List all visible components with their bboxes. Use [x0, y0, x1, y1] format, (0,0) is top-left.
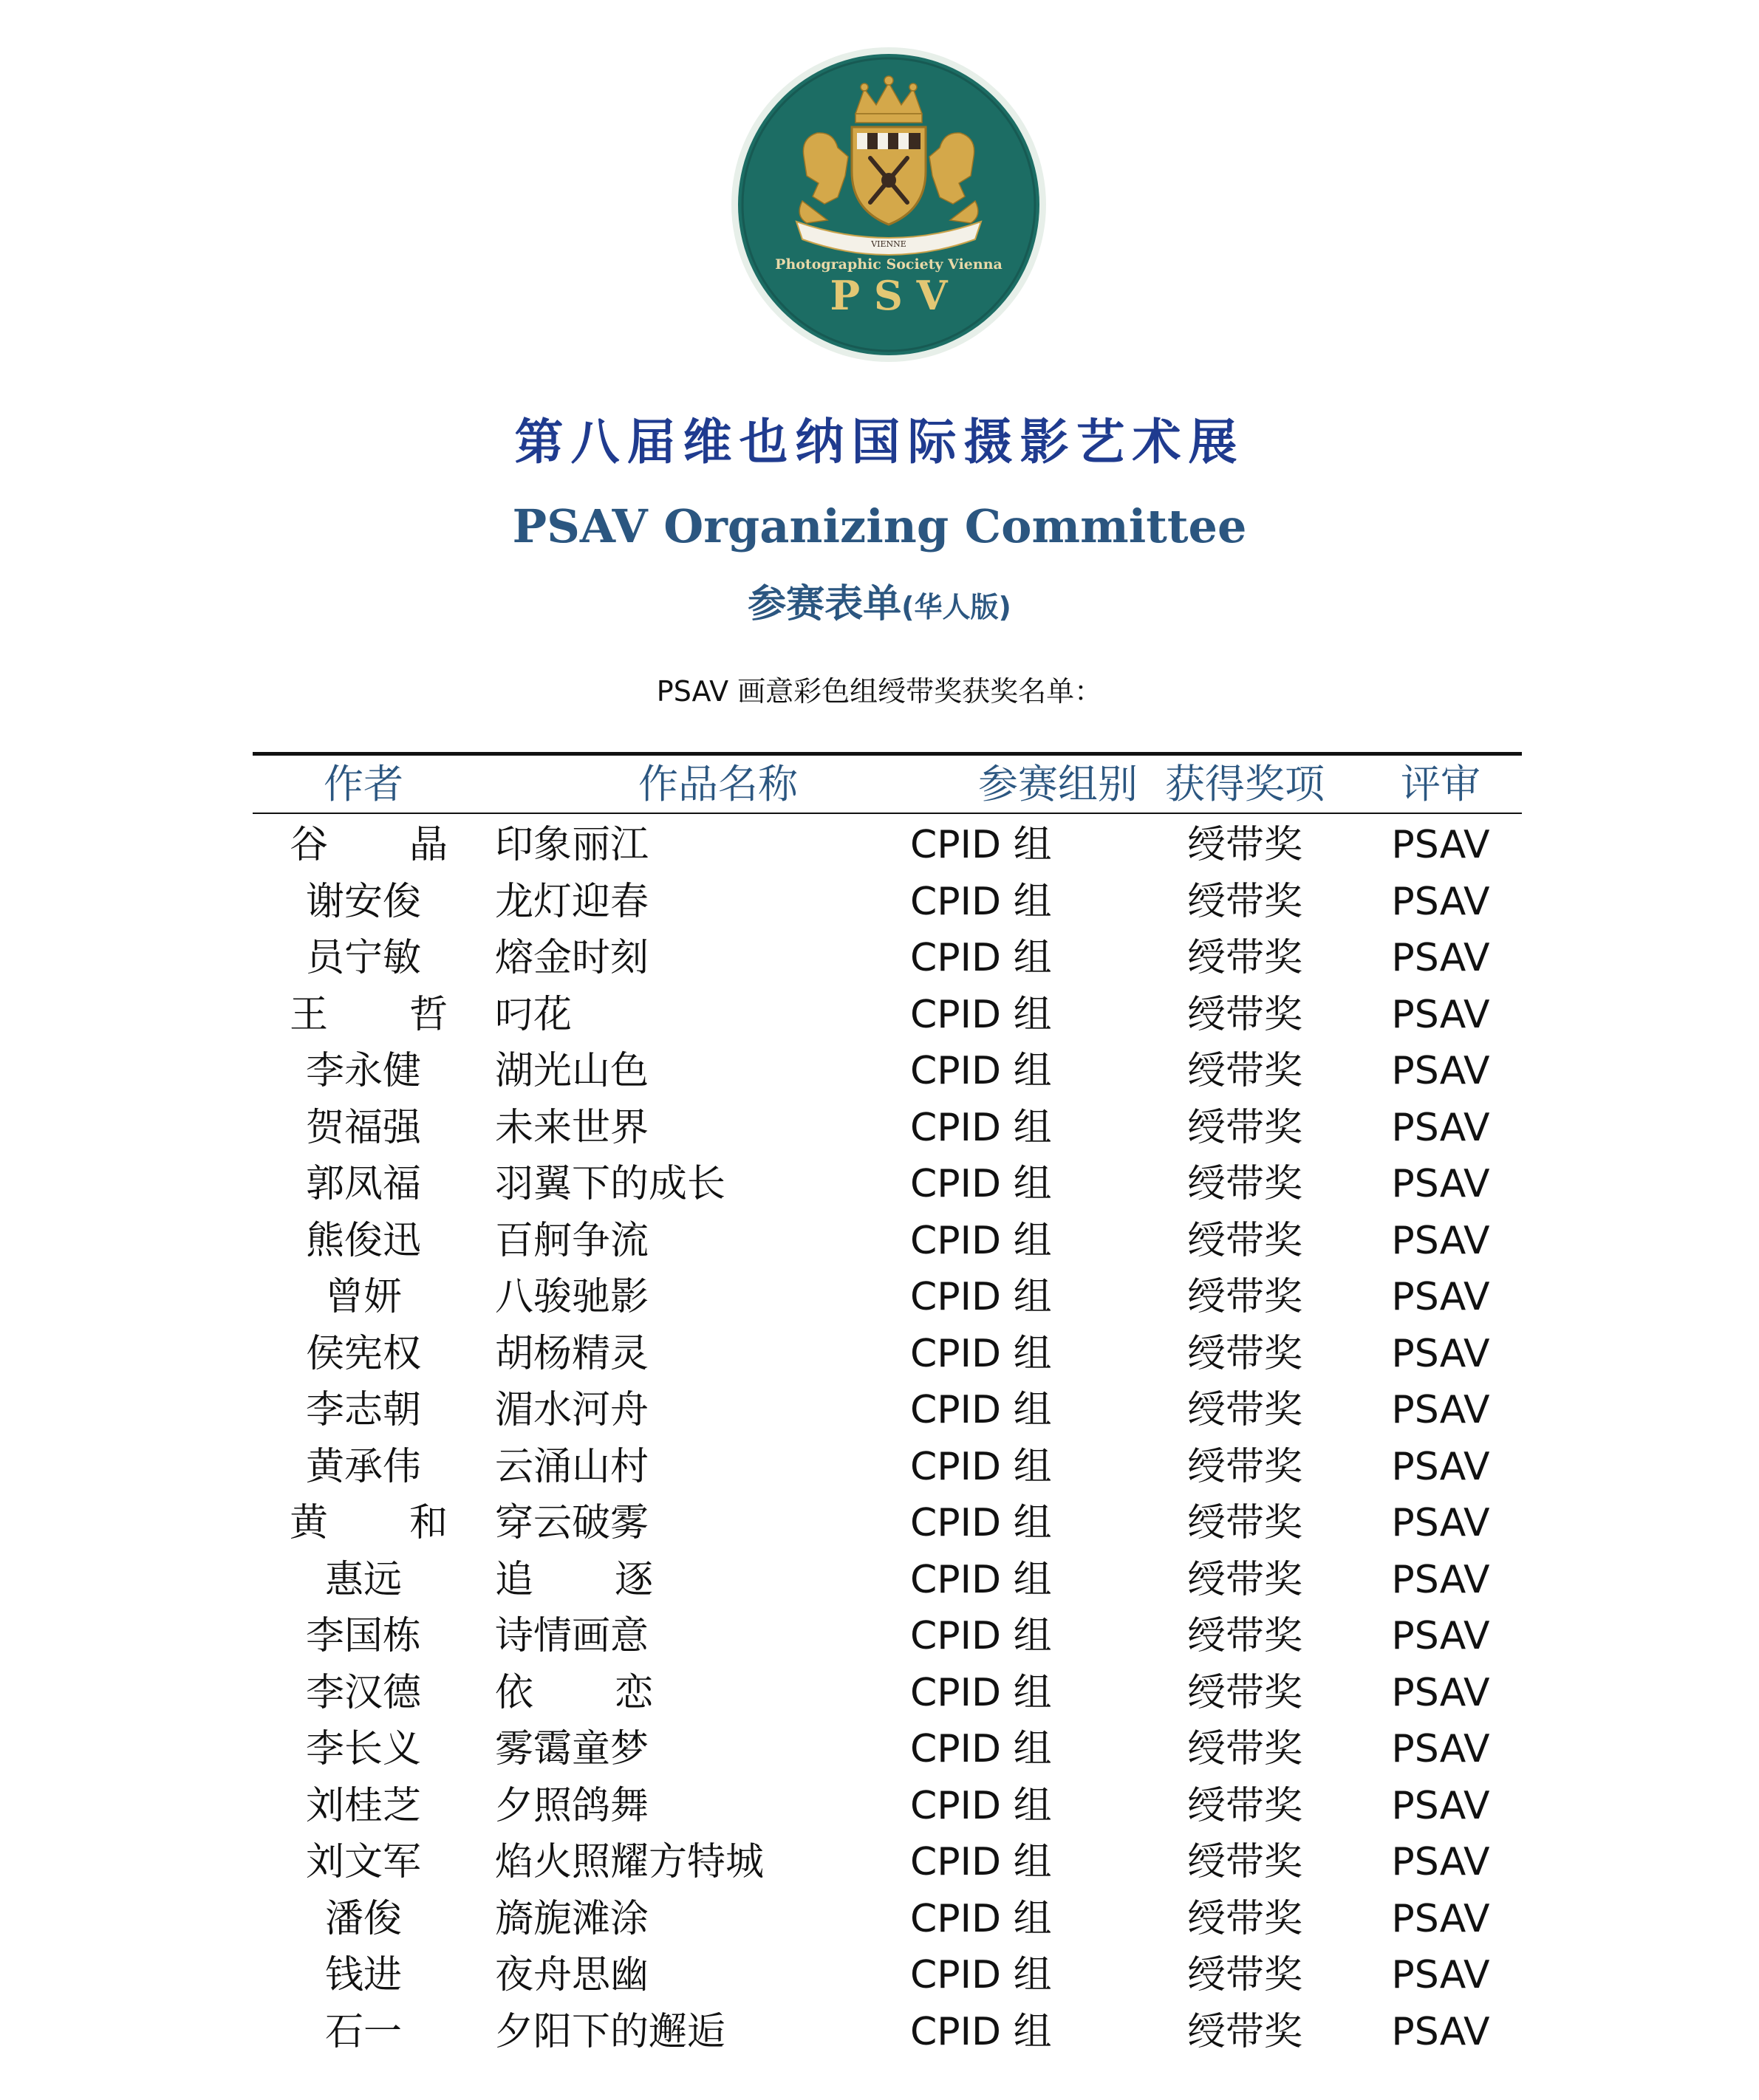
work-title-cell: 雾霭童梦	[495, 1727, 649, 1771]
award-cell: 绶带奖	[1186, 1275, 1302, 1319]
author-cell: 郭凤福	[305, 1162, 421, 1206]
judge-cell: PSAV	[1391, 879, 1490, 924]
judge-cell: PSAV	[1391, 1783, 1490, 1828]
award-cell: 绶带奖	[1186, 1218, 1302, 1263]
author-cell: 李志朝	[305, 1388, 421, 1432]
crown-icon	[855, 76, 922, 123]
column-header-judge: 评审	[1401, 761, 1480, 807]
author-cell: 李长义	[305, 1727, 421, 1771]
table-row	[0, 1382, 1759, 1439]
award-cell: 绶带奖	[1186, 1162, 1302, 1206]
group-cell: CPID 组	[910, 1896, 1052, 1941]
author-cell: 王 哲	[290, 992, 482, 1037]
group-cell: CPID 组	[910, 1388, 1052, 1432]
group-cell: CPID 组	[910, 992, 1052, 1037]
judge-cell: PSAV	[1391, 1840, 1490, 1884]
group-cell: CPID 组	[910, 1840, 1052, 1884]
group-cell: CPID 组	[910, 1049, 1052, 1093]
author-cell: 刘桂芝	[305, 1783, 421, 1828]
work-title-cell: 穿云破雾	[495, 1501, 649, 1545]
work-title-cell: 旖旎滩涂	[495, 1896, 649, 1941]
table-row	[0, 1834, 1759, 1891]
work-title-cell: 夜舟思幽	[495, 1953, 649, 1997]
work-title-cell: 八骏驰影	[495, 1275, 649, 1319]
table-row	[0, 930, 1759, 987]
table-row	[0, 1439, 1759, 1496]
work-title-cell: 云涌山村	[495, 1444, 649, 1489]
judge-cell: PSAV	[1391, 1388, 1490, 1432]
award-cell: 绶带奖	[1186, 1388, 1302, 1432]
logo-ribbon-text: Photographic Society Vienna	[775, 256, 1003, 273]
group-cell: CPID 组	[910, 1953, 1052, 1997]
form-title-text: 参赛表单	[748, 582, 902, 626]
award-cell: 绶带奖	[1186, 992, 1302, 1037]
author-cell: 李国栋	[305, 1614, 421, 1658]
author-cell: 刘文军	[305, 1840, 421, 1884]
table-row	[0, 1778, 1759, 1835]
work-title-cell: 未来世界	[495, 1105, 649, 1150]
judge-cell: PSAV	[1391, 936, 1490, 980]
table-row	[0, 1156, 1759, 1213]
author-cell: 潘俊	[324, 1896, 402, 1941]
group-cell: CPID 组	[910, 1275, 1052, 1319]
award-cell: 绶带奖	[1186, 1049, 1302, 1093]
award-cell: 绶带奖	[1186, 936, 1302, 980]
author-cell: 谢安俊	[305, 879, 421, 924]
award-cell: 绶带奖	[1186, 1727, 1302, 1771]
judge-cell: PSAV	[1391, 992, 1490, 1037]
judge-cell: PSAV	[1391, 823, 1490, 867]
table-row	[0, 1891, 1759, 1948]
group-cell: CPID 组	[910, 1670, 1052, 1715]
table-row	[0, 1043, 1759, 1100]
table-row	[0, 987, 1759, 1044]
group-cell: CPID 组	[910, 823, 1052, 867]
logo-initials: P S V	[830, 272, 948, 319]
group-cell: CPID 组	[910, 1783, 1052, 1828]
work-title-cell: 夕照鸽舞	[495, 1783, 649, 1828]
judge-cell: PSAV	[1391, 1501, 1490, 1545]
award-cell: 绶带奖	[1186, 1105, 1302, 1150]
group-cell: CPID 组	[910, 1614, 1052, 1658]
table-row	[0, 817, 1759, 874]
judge-cell: PSAV	[1391, 1218, 1490, 1263]
work-title-cell: 胡杨精灵	[495, 1331, 649, 1376]
author-cell: 熊俊迅	[305, 1218, 421, 1263]
author-cell: 李汉德	[305, 1670, 421, 1715]
column-header-author: 作者	[324, 761, 403, 807]
table-header	[253, 758, 1522, 811]
judge-cell: PSAV	[1391, 1444, 1490, 1489]
work-title-cell: 羽翼下的成长	[495, 1162, 726, 1206]
work-title-cell: 印象丽江	[495, 823, 649, 867]
work-title-cell: 百舸争流	[495, 1218, 649, 1263]
judge-cell: PSAV	[1391, 1105, 1490, 1150]
group-cell: CPID 组	[910, 1557, 1052, 1602]
award-cell: 绶带奖	[1186, 1670, 1302, 1715]
form-title	[0, 572, 1759, 628]
award-cell: 绶带奖	[1186, 1557, 1302, 1602]
table-row	[0, 1608, 1759, 1665]
logo-small-text: VIENNE	[871, 239, 906, 249]
award-cell: 绶带奖	[1186, 1840, 1302, 1884]
group-cell: CPID 组	[910, 936, 1052, 980]
judge-cell: PSAV	[1391, 1049, 1490, 1093]
work-title-cell: 熔金时刻	[495, 936, 649, 980]
table-top-rule	[253, 752, 1522, 756]
judge-cell: PSAV	[1391, 1896, 1490, 1941]
table-row	[0, 1947, 1759, 2004]
author-cell: 员宁敏	[305, 936, 421, 980]
psv-logo	[730, 46, 1048, 363]
judge-cell: PSAV	[1391, 1953, 1490, 1997]
work-title-cell: 叼花	[495, 992, 573, 1037]
table-row	[0, 1552, 1759, 1609]
author-cell: 黄承伟	[305, 1444, 421, 1489]
table-body	[0, 817, 1759, 2060]
page-subtitle: PSAV Organizing Committee	[512, 499, 1247, 553]
award-cell: 绶带奖	[1186, 1953, 1302, 1997]
work-title-cell: 诗情画意	[495, 1614, 649, 1658]
work-title-cell: 焰火照耀方特城	[495, 1840, 765, 1884]
table-row	[0, 1213, 1759, 1270]
award-cell: 绶带奖	[1186, 823, 1302, 867]
group-cell: CPID 组	[910, 1727, 1052, 1771]
form-title-edition: (华人版)	[901, 591, 1011, 623]
work-title-cell: 夕阳下的邂逅	[495, 2009, 726, 2054]
group-cell: CPID 组	[910, 2009, 1052, 2054]
table-header-rule	[253, 813, 1522, 814]
author-cell: 钱进	[324, 1953, 402, 1997]
table-row	[0, 1721, 1759, 1778]
table-row	[0, 2004, 1759, 2061]
column-header-work: 作品名称	[638, 761, 798, 807]
judge-cell: PSAV	[1391, 1557, 1490, 1602]
table-row	[0, 1269, 1759, 1326]
table-row	[0, 1665, 1759, 1722]
group-cell: CPID 组	[910, 1162, 1052, 1206]
award-cell: 绶带奖	[1186, 1614, 1302, 1658]
page-title: 第八届维也纳国际摄影艺术展	[514, 414, 1245, 471]
author-cell: 侯宪权	[305, 1331, 421, 1376]
author-cell: 石一	[324, 2009, 402, 2054]
group-cell: CPID 组	[910, 1444, 1052, 1489]
work-title-cell: 追 逐	[495, 1557, 688, 1602]
award-cell: 绶带奖	[1186, 1783, 1302, 1828]
author-cell: 黄 和	[290, 1501, 482, 1545]
work-title-cell: 湄水河舟	[495, 1388, 649, 1432]
column-header-award: 获得奖项	[1165, 761, 1325, 807]
group-cell: CPID 组	[910, 1105, 1052, 1150]
award-cell: 绶带奖	[1186, 2009, 1302, 2054]
author-cell: 贺福强	[305, 1105, 421, 1150]
award-cell: 绶带奖	[1186, 1331, 1302, 1376]
judge-cell: PSAV	[1391, 1727, 1490, 1771]
author-cell: 曾妍	[324, 1275, 402, 1319]
table-row	[0, 874, 1759, 931]
author-cell: 谷 晶	[290, 823, 482, 867]
group-cell: CPID 组	[910, 1331, 1052, 1376]
list-caption: PSAV 画意彩色组绶带奖获奖名单：	[656, 675, 1103, 708]
column-header-group: 参赛组别	[978, 761, 1138, 807]
author-cell: 惠远	[324, 1557, 402, 1602]
judge-cell: PSAV	[1391, 1331, 1490, 1376]
judge-cell: PSAV	[1391, 1670, 1490, 1715]
author-cell: 李永健	[305, 1049, 421, 1093]
work-title-cell: 依 恋	[495, 1670, 688, 1715]
judge-cell: PSAV	[1391, 1275, 1490, 1319]
award-cell: 绶带奖	[1186, 1444, 1302, 1489]
award-cell: 绶带奖	[1186, 1501, 1302, 1545]
group-cell: CPID 组	[910, 879, 1052, 924]
group-cell: CPID 组	[910, 1501, 1052, 1545]
judge-cell: PSAV	[1391, 1614, 1490, 1658]
judge-cell: PSAV	[1391, 2009, 1490, 2054]
work-title-cell: 湖光山色	[495, 1049, 649, 1093]
table-row	[0, 1326, 1759, 1383]
award-cell: 绶带奖	[1186, 879, 1302, 924]
judge-cell: PSAV	[1391, 1162, 1490, 1206]
group-cell: CPID 组	[910, 1218, 1052, 1263]
table-row	[0, 1495, 1759, 1552]
table-row	[0, 1100, 1759, 1157]
work-title-cell: 龙灯迎春	[495, 879, 649, 924]
award-cell: 绶带奖	[1186, 1896, 1302, 1941]
